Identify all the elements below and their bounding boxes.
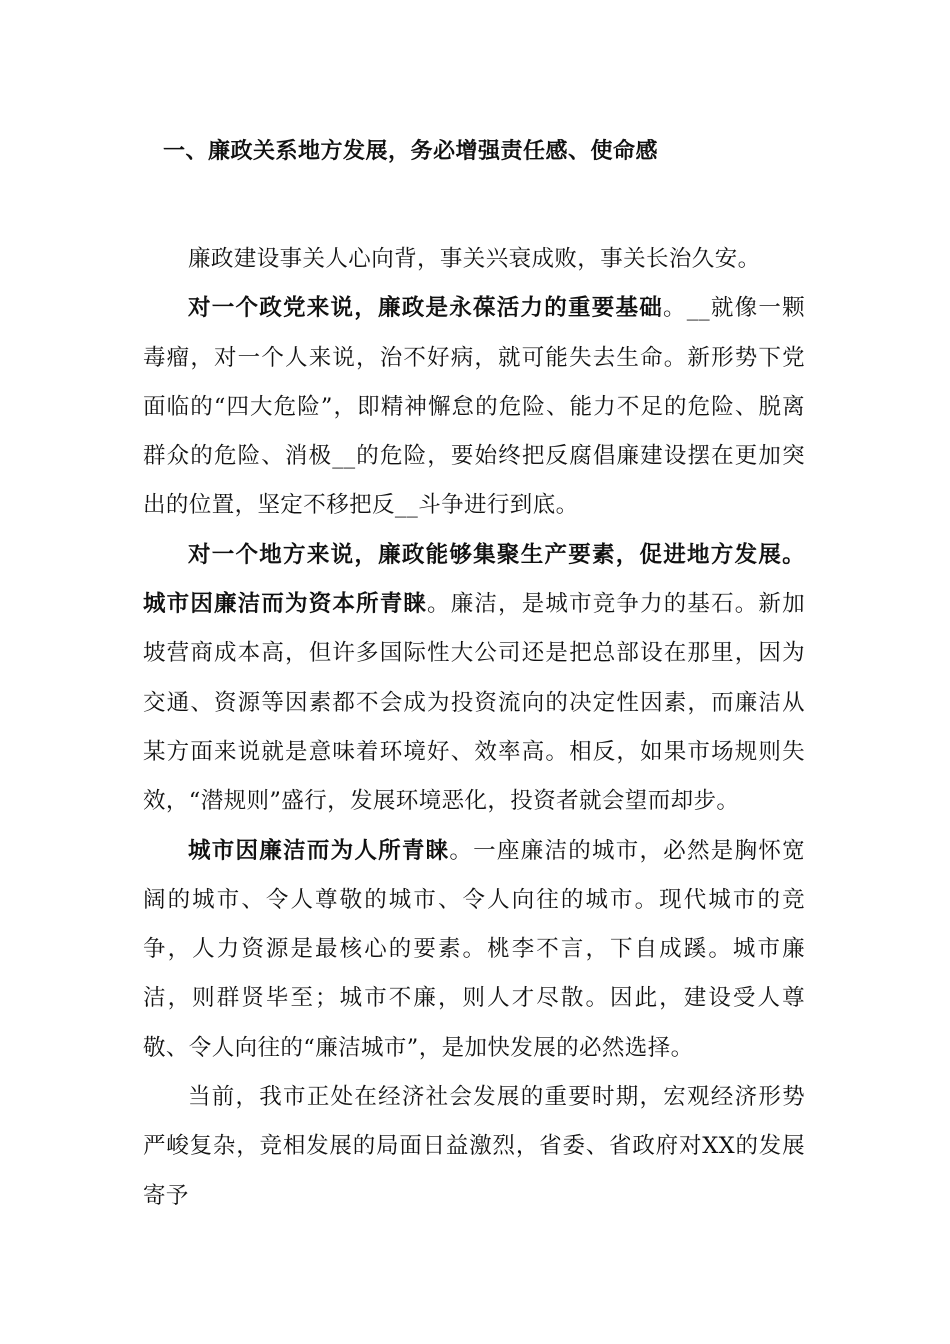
paragraph-5-text: 当前，我市正处在经济社会发展的重要时期，宏观经济形势严峻复杂，竞相发展的局面日益激烈，省委、省政府对XX的发展寄予 bbox=[143, 1084, 805, 1209]
paragraph-1-text: 廉政建设事关人心向背，事关兴衰成败，事关长治久安。 bbox=[188, 246, 761, 272]
paragraph-3 bbox=[143, 531, 805, 827]
paragraph-3-text: 。廉洁，是城市竞争力的基石。新加坡营商成本高，但许多国际性大公司还是把总部设在那里，因为交通、资源等因素都不会成为投资流向的决定性因素，而廉洁从某方面来说就是意味着环境好、效率高。相反，如果市场规则失效，“潜规则”盛行，发展环境恶化，投资者就会望而却步。 bbox=[143, 591, 805, 815]
section-heading: 一、廉政关系地方发展，务必增强责任感、使命感 bbox=[163, 138, 659, 164]
paragraph-1 bbox=[143, 235, 805, 284]
paragraph-2-text: 。__就像一颗毒瘤，对一个人来说，治不好病，就可能失去生命。新形势下党面临的“四大危险”，即精神懈怠的危险、能力不足的危险、脱离群众的危险、消极__的危险，要始终把反腐倡廉建设摆在更加突出的位置，坚定不移把反__斗争进行到底。 bbox=[143, 295, 805, 519]
paragraph-5 bbox=[143, 1073, 805, 1221]
paragraph-2-bold-lead: 对一个政党来说，廉政是永葆活力的重要基础 bbox=[188, 295, 663, 322]
paragraph-3-bold-lead: 对一个地方来说，廉政能够集聚生产要素，促进地方发展。城市因廉洁而为资本所青睐 bbox=[143, 541, 805, 618]
paragraph-2 bbox=[143, 284, 805, 530]
paragraph-4 bbox=[143, 827, 805, 1073]
paragraph-4-text: 。一座廉洁的城市，必然是胸怀宽阔的城市、令人尊敬的城市、令人向往的城市。现代城市的竞争，人力资源是最核心的要素。桃李不言，下自成蹊。城市廉洁，则群贤毕至；城市不廉，则人才尽散。因此，建设受人尊敬、令人向往的“廉洁城市”，是加快发展的必然选择。 bbox=[143, 837, 805, 1061]
paragraph-4-bold-lead: 城市因廉洁而为人所青睐 bbox=[188, 837, 450, 864]
document-body bbox=[143, 235, 805, 1221]
